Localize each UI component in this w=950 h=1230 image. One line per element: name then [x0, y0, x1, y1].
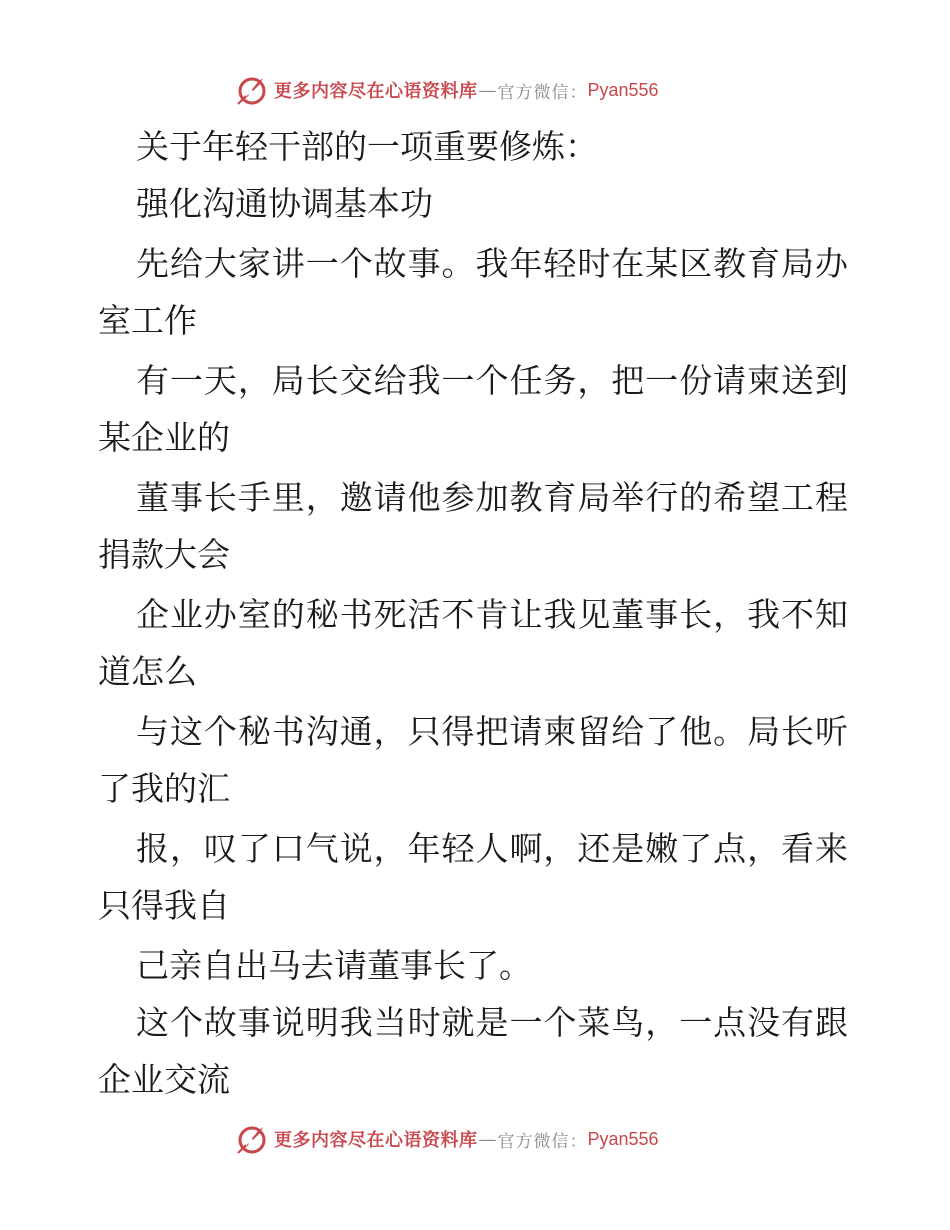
article-line: 与这个秘书沟通，只得把请柬留给了他。局长听	[136, 712, 848, 751]
article-line: 有一天，局长交给我一个任务，把一份请柬送到	[136, 361, 848, 400]
article-line: 企业办室的秘书死活不肯让我见董事长，我不知	[136, 595, 848, 634]
site-slogan: 更多内容尽在心语资料库	[274, 1130, 478, 1151]
separator-dash: —	[478, 79, 497, 101]
wechat-id: Pyan556	[587, 79, 659, 100]
article-line: 先给大家讲一个故事。我年轻时在某区教育局办	[136, 244, 848, 283]
article-line: 报，叹了口气说，年轻人啊，还是嫩了点，看来	[136, 829, 848, 868]
article-line: 某企业的	[98, 418, 230, 457]
article-line: 这个故事说明我当时就是一个菜鸟，一点没有跟	[136, 1003, 848, 1042]
article-line: 道怎么	[98, 652, 197, 691]
article-line: 只得我自	[98, 886, 230, 925]
wechat-id: Pyan556	[587, 1128, 659, 1149]
article-line: 室工作	[98, 301, 197, 340]
wechat-label: 官方微信：	[497, 1131, 588, 1152]
article-line: 己亲自出马去请董事长了。	[136, 946, 532, 985]
article-line: 企业交流	[98, 1060, 230, 1099]
article-line: 强化沟通协调基本功	[136, 184, 433, 223]
article-line: 捐款大会	[98, 535, 230, 574]
site-slogan: 更多内容尽在心语资料库	[274, 81, 478, 102]
article-line: 关于年轻干部的一项重要修炼：	[136, 127, 598, 166]
article-line: 了我的汇	[98, 769, 230, 808]
quill-pen-logo-icon	[236, 1123, 268, 1155]
separator-dash: —	[478, 1128, 497, 1150]
article-line: 董事长手里，邀请他参加教育局举行的希望工程	[136, 478, 848, 517]
wechat-label: 官方微信：	[497, 82, 588, 103]
footer-banner	[236, 1122, 659, 1156]
